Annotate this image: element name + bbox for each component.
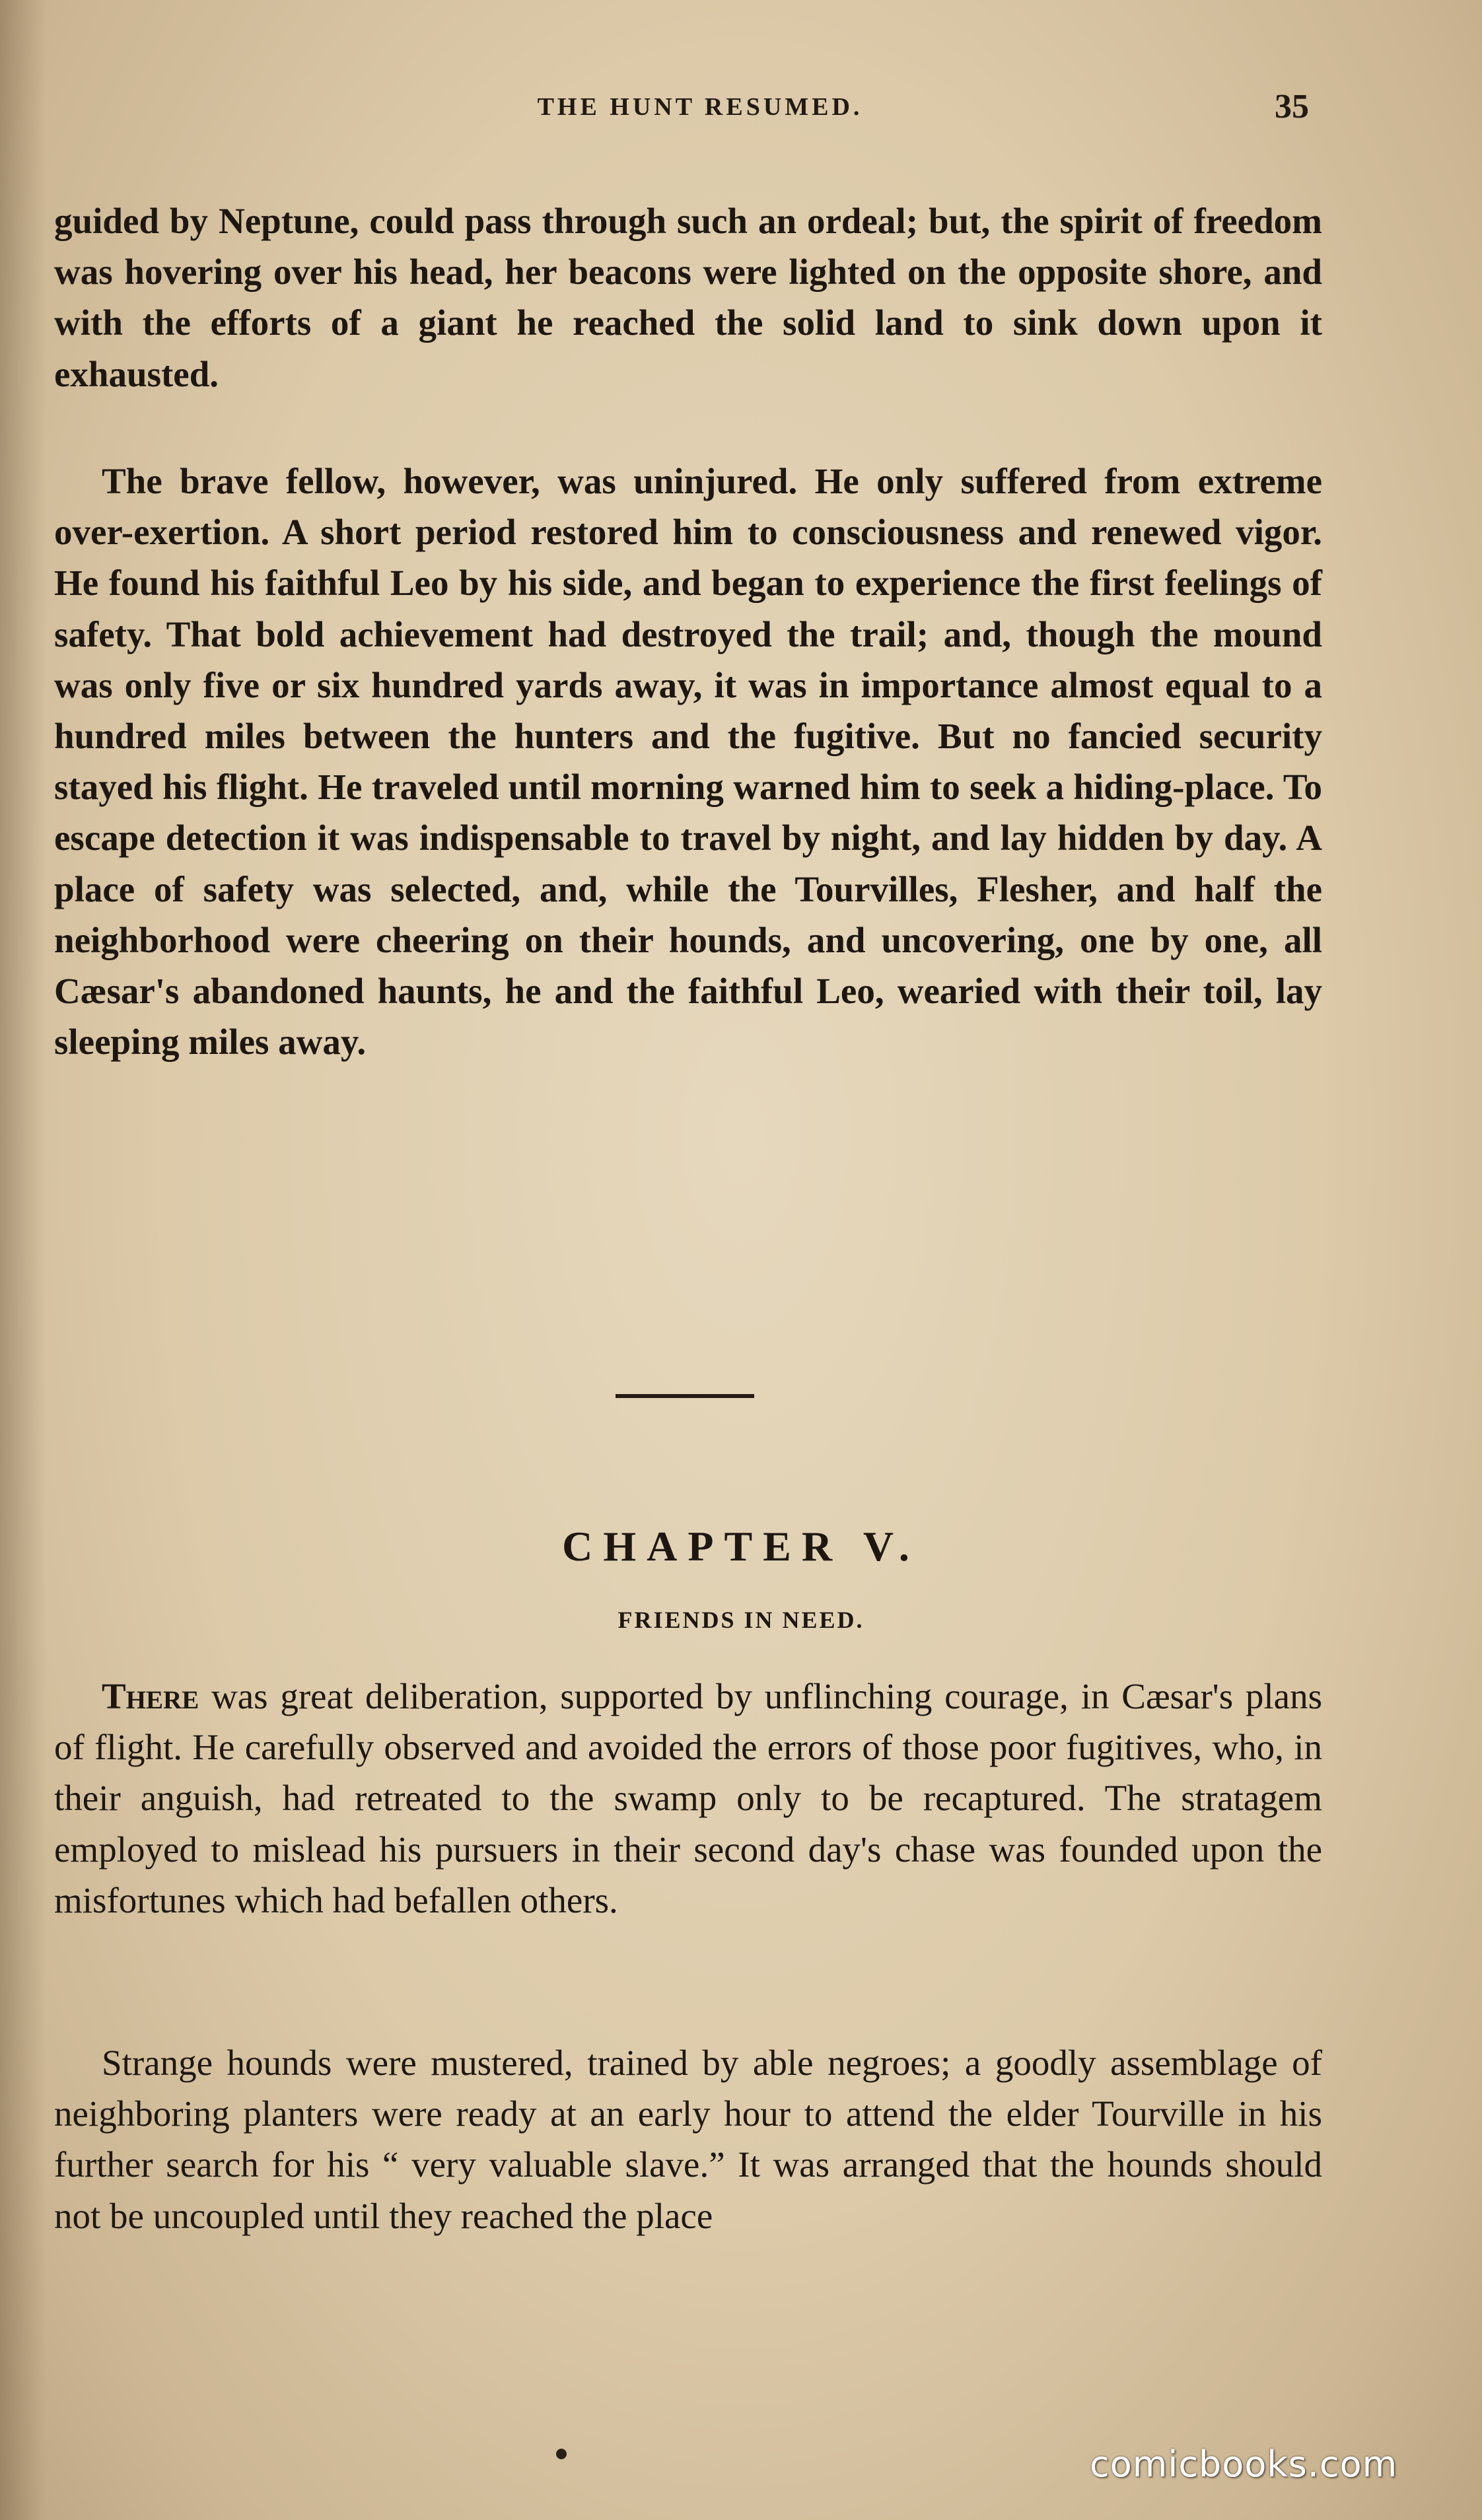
section-divider <box>616 1394 754 1398</box>
running-head: THE HUNT RESUMED. <box>537 93 863 121</box>
printer-mark <box>556 2449 567 2459</box>
watermark-text: comicbooks.com <box>1090 2443 1398 2485</box>
paragraph-3 <box>54 1671 1322 2041</box>
paragraph-3-text: was great deliberation, supported by unflinching courage, in Cæsar's plans of flight. He carefully observed and avoided the errors of those poor fugitives, who, in their anguish, had retreated to the swamp only to be recaptured. The stratagem employed to mislead his pursuers in their second day's chase was founded upon the misfortunes which had befallen others. <box>54 1676 1322 1920</box>
chapter-subtitle: FRIENDS IN NEED. <box>618 1607 864 1633</box>
page-number: 35 <box>1275 88 1309 125</box>
paragraph-3-lead-word: There <box>102 1676 199 1716</box>
page-header <box>0 88 1482 139</box>
paragraph-4: Strange hounds were mustered, trained by able negroes; a goodly assemblage of neighboring planters were ready at an early hour to attend the elder Tourville in his further search for his “ very valuable slave.” It was arranged that the hounds should not be uncoupled until they reached the place <box>54 2043 1322 2236</box>
binding-shadow <box>0 0 46 2520</box>
paragraph-1: guided by Neptune, could pass through such an ordeal; but, the spirit of freedom was hovering over his head, her beacons were lighted on the opposite shore, and with the efforts of a giant he reached the solid land to sink down upon it exhausted. <box>54 201 1322 394</box>
paragraph-2: The brave fellow, however, was uninjured. He only suffered from extreme over-exertion. A short period restored him to consciousness and renewed vigor. He found his faithful Leo by his side, and began to experience the first feelings of safety. That bold achievement had destroyed the trail; and, though the mound was only five or six hundred yards away, it was in importance almost equal to a hundred miles between the hunters and the fugitive. But no fancied security stayed his flight. He traveled until morning warned him to seek a hiding-place. To escape detection it was indispensable to travel by night, and lay hidden by day. A place of safety was selected, and, while the Tourvilles, Flesher, and half the neighborhood were cheering on their hounds, and uncovering, one by one, all Cæsar's abandoned haunts, he and the faithful Leo, wearied with their toil, lay sleeping miles away. <box>54 461 1322 1063</box>
chapter-title: CHAPTER V. <box>562 1523 920 1570</box>
